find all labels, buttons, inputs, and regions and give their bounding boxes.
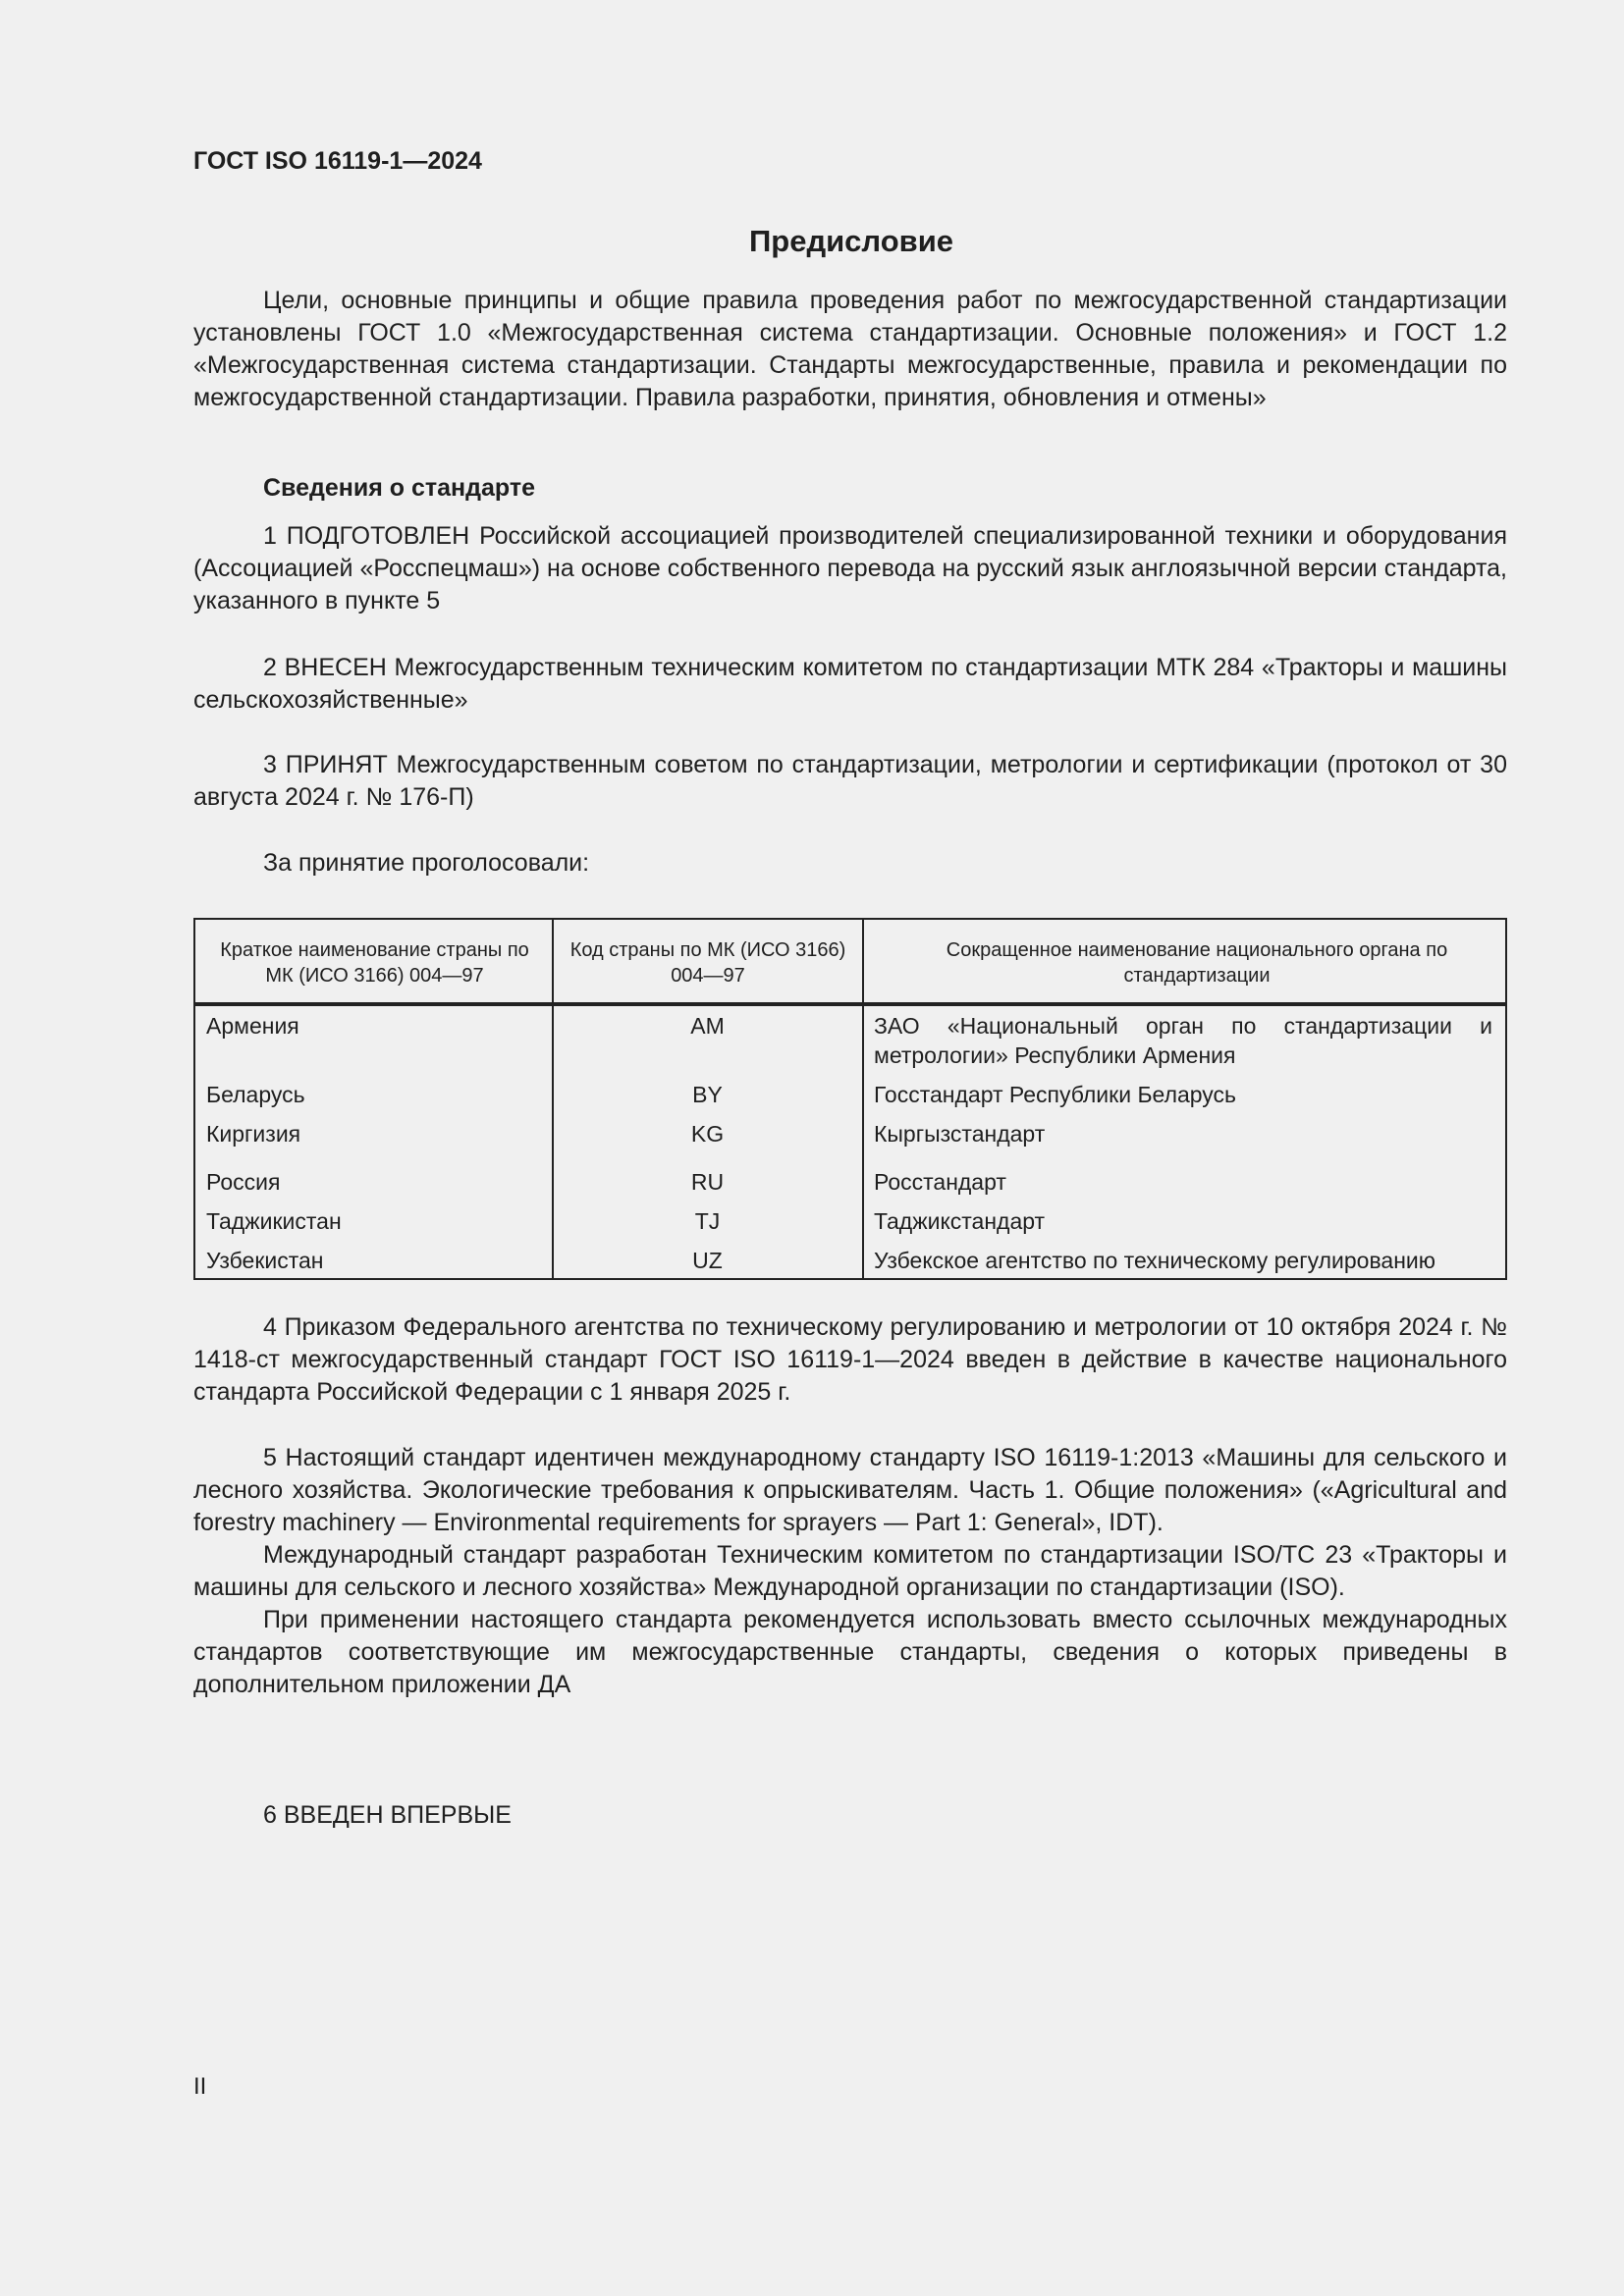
table-cell-code: AM — [690, 1013, 725, 1039]
table-column-divider — [862, 920, 864, 1278]
table-cell-code: UZ — [692, 1248, 723, 1273]
item-4-block — [193, 1311, 1507, 1409]
table-cell-code: TJ — [694, 1208, 721, 1234]
item-6-line: 6 ВВЕДЕН ВПЕРВЫЕ — [263, 1801, 512, 1829]
item-5-block — [193, 1442, 1507, 1701]
intro-block — [193, 285, 1507, 414]
item-2-paragraph: 2 ВНЕСЕН Межгосударственным техническим комитетом по стандартизации МТК 284 «Тракторы и машины сельскохозяйственные» — [193, 654, 1507, 714]
voted-label: За принятие проголосовали: — [263, 849, 590, 877]
item-5-paragraph-3: При применении настоящего стандарта рекомендуется использовать вместо ссылочных международных стандартов соответствующие им межгосударственные стандарты, сведения о которых приведены в дополнительном приложении ДА — [193, 1606, 1507, 1698]
item-1-block — [193, 520, 1507, 617]
table-cell-code: BY — [692, 1082, 723, 1107]
table-header-divider — [195, 1002, 1505, 1006]
page-number: II — [193, 2073, 207, 2100]
document-code-header: ГОСТ ISO 16119-1—2024 — [193, 147, 482, 175]
table-cell-code: RU — [690, 1169, 725, 1195]
table-cell-country: Россия — [206, 1169, 281, 1195]
table-cell-country: Таджикистан — [206, 1208, 342, 1234]
table-cell-country: Беларусь — [206, 1082, 305, 1107]
intro-paragraph: Цели, основные принципы и общие правила проведения работ по межгосударственной стандартизации установлены ГОСТ 1.0 «Межгосударственная система стандартизации. Основные положения» и ГОСТ 1.2 «Межгосударственная система стандартизации. Стандарты межгосударственные, правила и рекомендации по межгосударственной стандартизации. Правила разработки, принятия, обновления и отмены» — [193, 287, 1507, 411]
table-cell-body: Кыргызстандарт — [874, 1121, 1046, 1147]
table-header-country: Краткое наименование страны по МК (ИСО 3166) 004—97 — [220, 939, 529, 987]
table-cell-country: Армения — [206, 1013, 299, 1039]
page-title: Предисловие — [748, 224, 953, 258]
item-3-block — [193, 749, 1507, 814]
table-cell-body: Росстандарт — [874, 1169, 1006, 1195]
table-cell-code: KG — [690, 1121, 725, 1147]
table-header-body: Сокращенное наименование национального органа по стандартизации — [946, 939, 1448, 987]
item-1-paragraph: 1 ПОДГОТОВЛЕН Российской ассоциацией производителей специализированной техники и оборудования (Ассоциацией «Росспецмаш») на основе собственного перевода на русский язык англоязычной версии стандарта, указанного в пункте 5 — [193, 522, 1507, 614]
table-cell-country: Киргизия — [206, 1121, 301, 1147]
table-cell-body: Госстандарт Республики Беларусь — [874, 1082, 1237, 1107]
item-4-paragraph: 4 Приказом Федерального агентства по техническому регулированию и метрологии от 10 октября 2024 г. № 1418-ст межгосударственный стандарт ГОСТ ISO 16119-1—2024 введен в действие в качестве национального стандарта Российской Федерации с 1 января 2025 г. — [193, 1313, 1507, 1406]
table-cell-body: Узбекское агентство по техническому регулированию — [874, 1248, 1436, 1273]
table-cell-body: ЗАО «Национальный орган по стандартизации и метрологии» Республики Армения — [874, 1013, 1492, 1068]
table-header-code: Код страны по МК (ИСО 3166) 004—97 — [569, 939, 846, 987]
table-cell-body: Таджикстандарт — [874, 1208, 1046, 1234]
item-2-block — [193, 652, 1507, 717]
item-5-paragraph: 5 Настоящий стандарт идентичен международному стандарту ISO 16119-1:2013 «Машины для сельского и лесного хозяйства. Экологические требования к опрыскивателям. Часть 1. Общие положения» («Agricultural and forestry machinery — Environmental requirements for sprayers — Part 1: General», IDT). — [193, 1444, 1507, 1536]
item-5-paragraph-2: Международный стандарт разработан Техническим комитетом по стандартизации ISO/TC 23 «Тракторы и машины для сельского и лесного хозяйства» Международной организации по стандартизации (ISO). — [193, 1541, 1507, 1601]
item-3-paragraph: 3 ПРИНЯТ Межгосударственным советом по стандартизации, метрологии и сертификации (протокол от 30 августа 2024 г. № 176-П) — [193, 751, 1507, 811]
info-heading: Сведения о стандарте — [263, 474, 536, 502]
table-cell-country: Узбекистан — [206, 1248, 324, 1273]
voting-table — [193, 918, 1507, 1280]
